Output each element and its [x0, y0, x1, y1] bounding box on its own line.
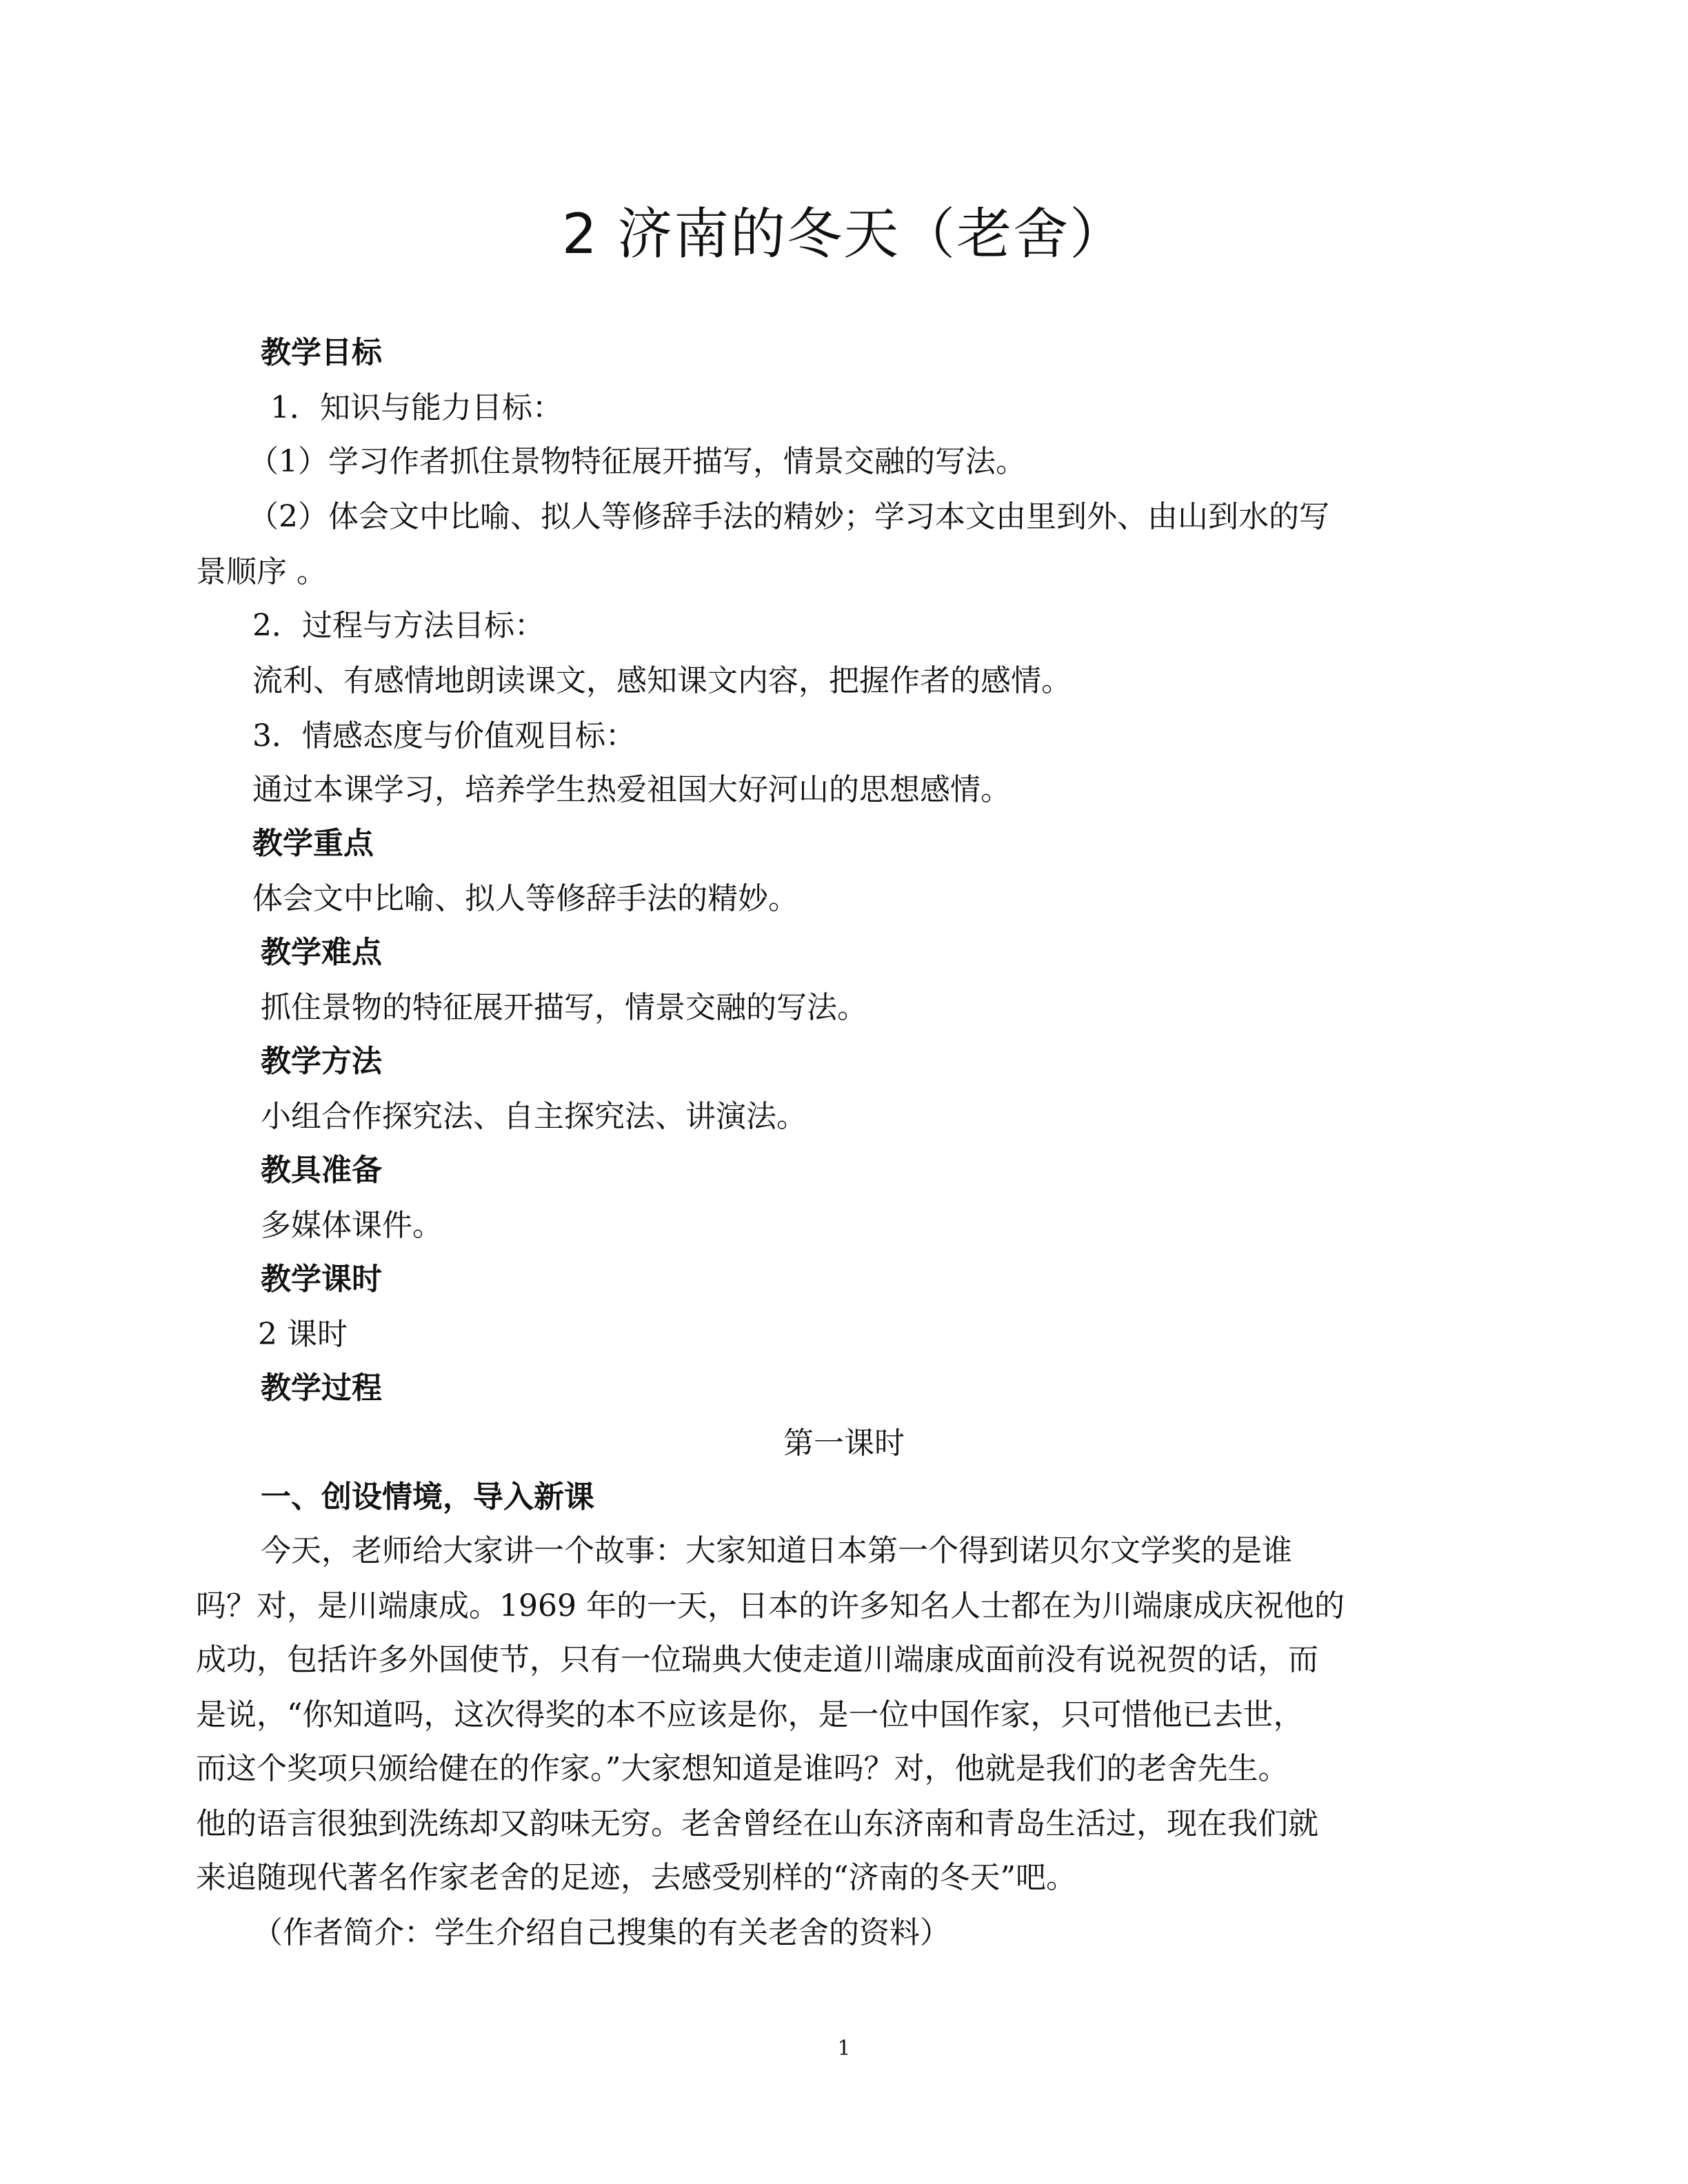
objectives-knowledge-item-2-line-2: 景顺序 。: [196, 554, 327, 589]
paragraph-line: 是说，“你知道吗，这次得奖的本不应该是你，是一位中国作家，只可惜他已去世，: [196, 1697, 1304, 1732]
paragraph-line: 而这个奖项只颁给健在的作家。”大家想知道是谁吗？对，他就是我们的老舍先生。: [196, 1751, 1289, 1786]
objectives-knowledge-title: 1．知识与能力目标：: [270, 390, 563, 425]
difficulty-heading: 教学难点: [261, 935, 382, 970]
materials-text: 多媒体课件。: [261, 1208, 443, 1243]
difficulty-text: 抓住景物的特征展开描写，情景交融的写法。: [261, 990, 867, 1025]
method-heading: 教学方法: [261, 1044, 382, 1079]
process-heading: 教学过程: [261, 1371, 382, 1406]
method-text: 小组合作探究法、自主探究法、讲演法。: [261, 1099, 807, 1134]
objectives-heading: 教学目标: [261, 335, 382, 370]
session-title: 第一课时: [783, 1426, 905, 1461]
materials-heading: 教具准备: [261, 1153, 382, 1188]
paragraph-line: 来追随现代著名作家老舍的足迹，去感受别样的“济南的冬天”吧。: [196, 1860, 1076, 1895]
paragraph-line: 今天，老师给大家讲一个故事：大家知道日本第一个得到诺贝尔文学奖的是谁: [261, 1533, 1292, 1568]
objectives-knowledge-item-2-line-1: （2）体会文中比喻、拟人等修辞手法的精妙；学习本文由里到外、由山到水的写: [248, 499, 1329, 534]
objectives-knowledge-item-1: （1）学习作者抓住景物特征展开描写，情景交融的写法。: [248, 444, 1026, 479]
objectives-emotion-title: 3．情感态度与价值观目标：: [252, 718, 636, 754]
hours-heading: 教学课时: [261, 1262, 382, 1297]
objectives-process-title: 2．过程与方法目标：: [252, 608, 545, 643]
paragraph-line: 吗？对，是川端康成。1969 年的一天，日本的许多知名人士都在为川端康成庆祝他的: [196, 1588, 1345, 1624]
page-number: 1: [837, 2036, 851, 2061]
paragraph-line: 他的语言很独到洗练却又韵味无穷。老舍曾经在山东济南和青岛生活过，现在我们就: [196, 1806, 1318, 1841]
objectives-process-text: 流利、有感情地朗读课文，感知课文内容，把握作者的感情。: [252, 663, 1072, 698]
section-1-heading: 一、创设情境，导入新课: [261, 1479, 594, 1515]
paragraph-line: 成功，包括许多外国使节，只有一位瑞典大使走道川端康成面前没有说祝贺的话，而: [196, 1642, 1318, 1677]
key-point-text: 体会文中比喻、拟人等修辞手法的精妙。: [252, 881, 798, 916]
key-point-heading: 教学重点: [252, 826, 374, 861]
objectives-emotion-text: 通过本课学习，培养学生热爱祖国大好河山的思想感情。: [252, 772, 1011, 807]
author-note: （作者简介：学生介绍自己搜集的有关老舍的资料）: [252, 1915, 950, 1950]
hours-text: 2 课时: [258, 1317, 348, 1352]
page-title: 2 济南的冬天（老舍）: [561, 202, 1127, 266]
